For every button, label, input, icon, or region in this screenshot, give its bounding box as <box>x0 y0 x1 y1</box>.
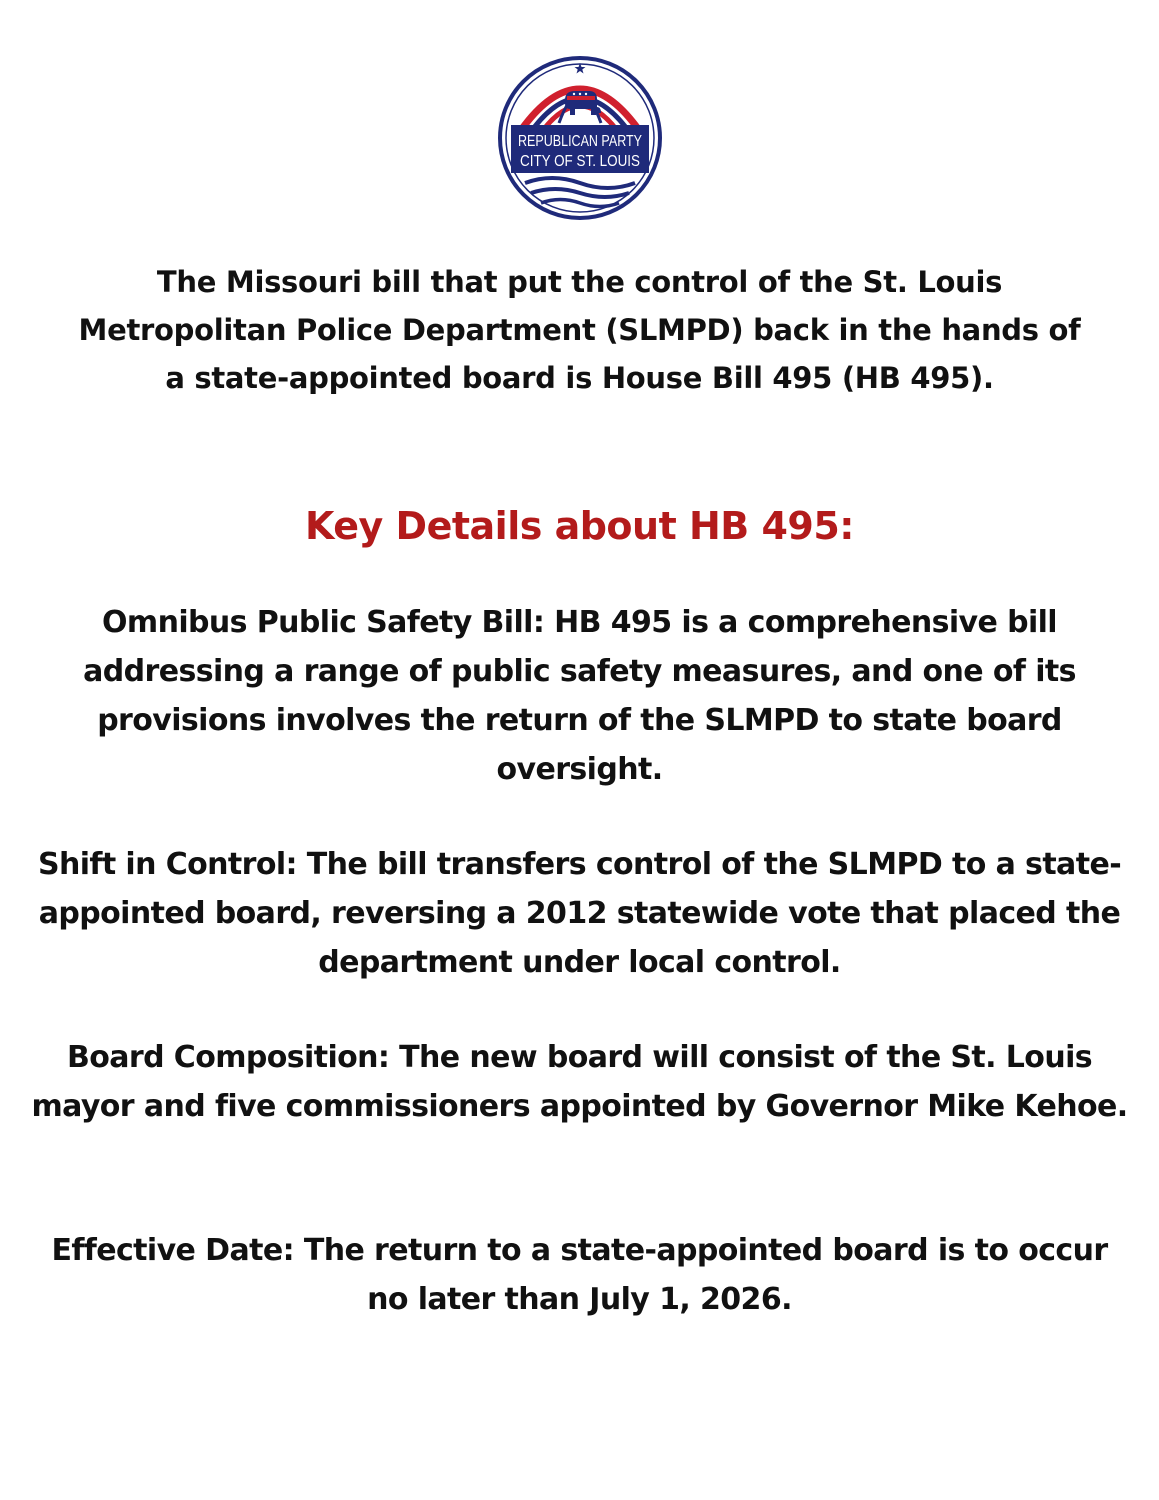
detail-effective-date: Effective Date: The return to a state-appointed board is to occur no later than July 1, 2026. <box>51 1233 1108 1317</box>
detail-shift-in-control: Shift in Control: The bill transfers control of the SLMPD to a state-appointed board, reversing a 2012 statewide vote that placed the department under local control. <box>37 847 1122 980</box>
republican-party-st-louis-logo <box>497 55 663 221</box>
key-details-heading: Key Details about HB 495: <box>305 504 854 548</box>
detail-board-composition: Board Composition: The new board will consist of the St. Louis mayor and five commissioners appointed by Governor Mike Kehoe. <box>31 1040 1128 1124</box>
logo-emblem <box>497 55 663 221</box>
detail-omnibus-public-safety: Omnibus Public Safety Bill: HB 495 is a comprehensive bill addressing a range of public safety measures, and one of its provisions involves the return of the SLMPD to state board oversight. <box>83 605 1076 787</box>
intro-paragraph: The Missouri bill that put the control of the St. Louis Metropolitan Police Department (SLMPD) back in the hands of a state-appointed board is House Bill 495 (HB 495). <box>78 265 1081 395</box>
logo-line-1: REPUBLICAN PARTY <box>518 133 642 150</box>
logo-line-2: CITY OF ST. LOUIS <box>520 153 640 170</box>
